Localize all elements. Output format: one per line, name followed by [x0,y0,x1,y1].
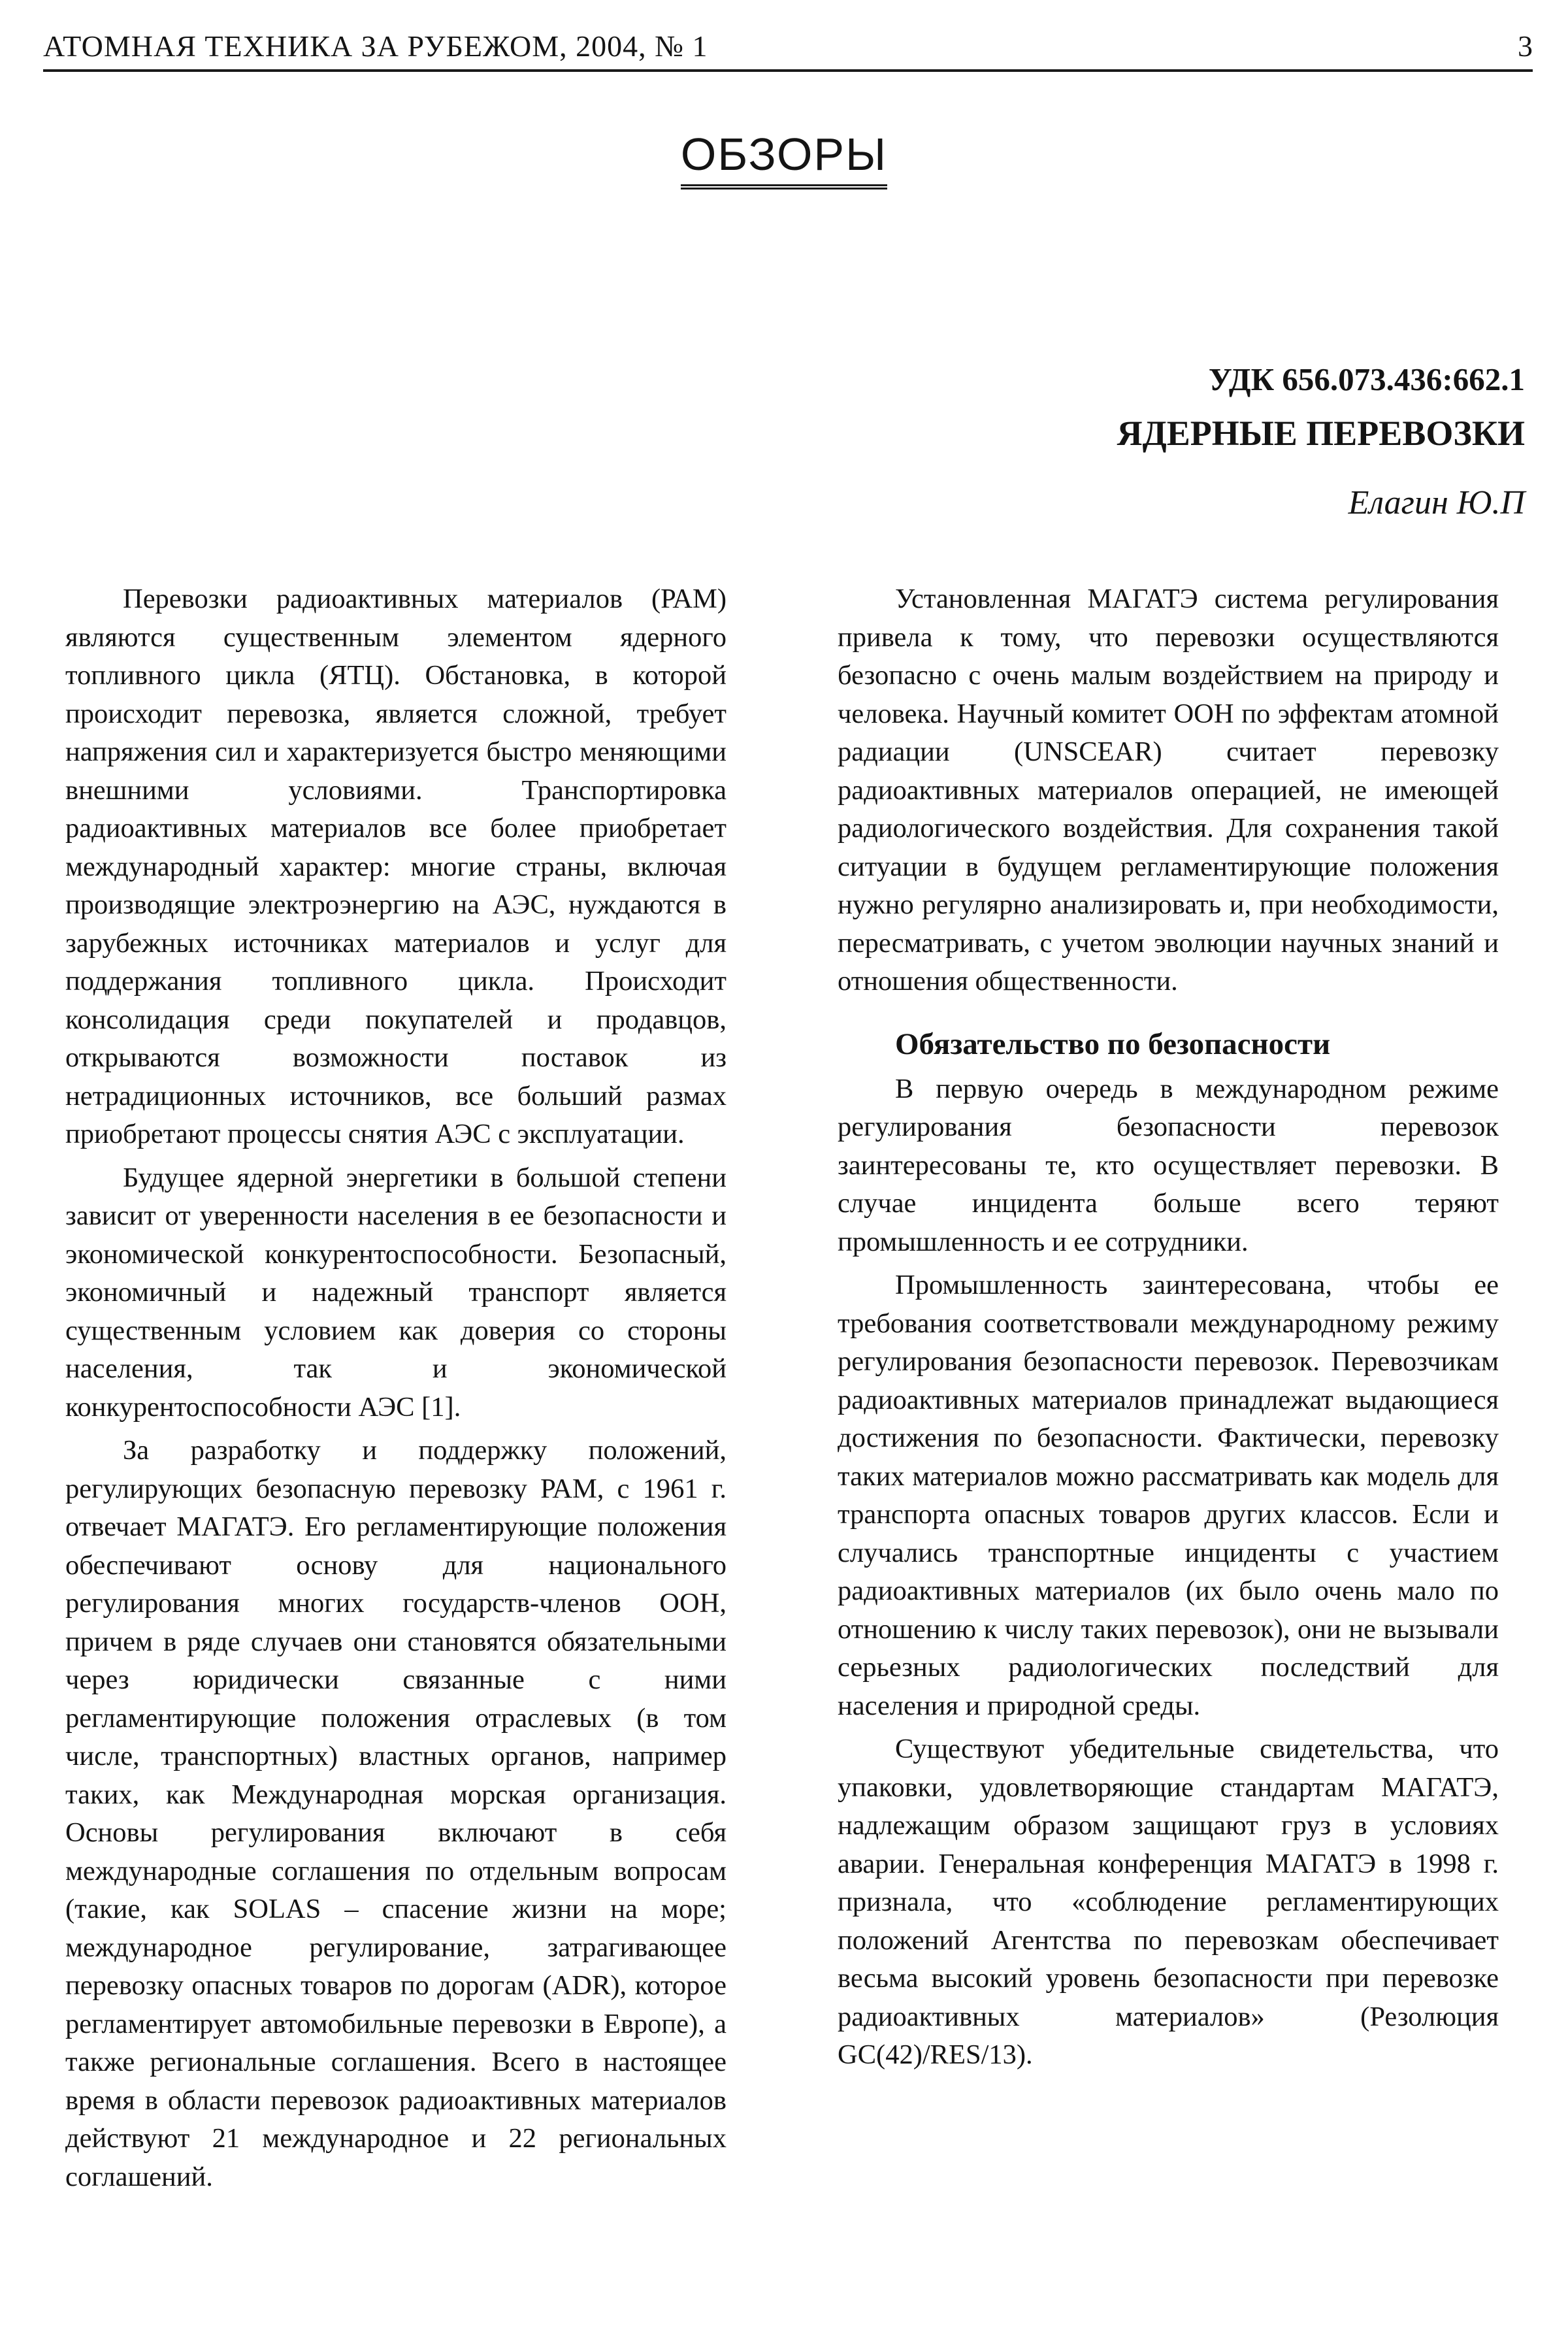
journal-title: АТОМНАЯ ТЕХНИКА ЗА РУБЕЖОМ, 2004, № 1 [43,29,708,63]
paragraph: Будущее ядерной энергетики в большой степени зависит от уверенности населения в ее безопасности и экономической конкурентоспособности. Безопасный, экономичный и надежный транспорт является существенным условием как доверия со стороны населения, так и экономической конкурентоспособности АЭС [1]. [65,1162,727,1423]
paragraph: Существуют убедительные свидетельства, что упаковки, удовлетворяющие стандартам МАГАТЭ, надлежащим образом защищают груз в условиях аварии. Генеральная конференция МАГАТЭ в 1998 г. признала, что «соблюдение регламентирующих положений Агентства по перевозкам обеспечивает весьма высокий уровень безопасности при перевозке радиоактивных материалов» (Резолюция GC(42)/RES/13). [838,1734,1499,2070]
right-column [838,580,1499,2080]
running-header [43,26,1533,72]
subsection-heading: Обязательство по безопасности [895,1027,1331,1061]
paragraph: Перевозки радиоактивных материалов (РАМ) являются существенным элементом ядерного топливного цикла (ЯТЦ). Обстановка, в которой происходит перевозка, является сложной, требует напряжения сил и характеризуется быстро меняющими внешними условиями. Транспортировка радиоактивных материалов все более приобретает международный характер: многие страны, включая производящие электроэнергию на АЭС, нуждаются в зарубежных источниках материалов и услуг для поддержания топливного цикла. Происходит консолидация среди покупателей и продавцов, открываются возможности поставок из нетрадиционных источников, все больший размах приобретают процессы снятия АЭС с эксплуатации. [65,584,727,1149]
paragraph: За разработку и поддержку положений, регулирующих безопасную перевозку РАМ, с 1961 г. отвечает МАГАТЭ. Его регламентирующие положения обеспечивают основу для национального регулирования многих государств-членов ООН, причем в ряде случаев они становятся обязательными через юридически связанные с ними регламентирующие положения отраслевых (в том числе, транспортных) властных органов, например таких, как Международная морская организация. Основы регулирования включают в себя международные соглашения по отдельным вопросам (такие, как SOLAS – спасение жизни на море; международное регулирование, затрагивающее перевозку опасных товаров по дорогам (ADR), которое регламентирует автомобильные перевозки в Европе), а также региональные соглашения. Всего в настоящее время в области перевозок радиоактивных материалов действуют 21 международное и 22 региональных соглашений. [65,1435,727,2192]
section-heading [0,128,1568,189]
article-author: Елагин Ю.П [1348,484,1525,521]
section-heading-text: ОБЗОРЫ [681,128,887,189]
left-column [65,580,727,2201]
page-number: 3 [1518,29,1533,63]
paragraph: Установленная МАГАТЭ система регулирования привела к тому, что перевозки осуществляются безопасно с очень малым воздействием на природу и человека. Научный комитет ООН по эффектам атомной радиации (UNSCEAR) считает перевозку радиоактивных материалов операцией, не имеющей радиологического воздействия. Для сохранения такой ситуации в будущем регламентирующие положения нужно регулярно анализировать и, при необходимости, пересматривать, с учетом эволюции научных знаний и отношения общественности. [838,584,1499,996]
udk-code: УДК 656.073.436:662.1 [1208,361,1525,397]
paragraph: Промышленность заинтересована, чтобы ее требования соответствовали международному режиму регулирования безопасности перевозок. Перевозчикам радиоактивных материалов принадлежат выдающиеся достижения по безопасности. Фактически, перевозку таких материалов можно рассматривать как модель для транспорта опасных товаров других классов. Если и случались транспортные инциденты с участием радиоактивных материалов (их было очень мало по отношению к числу таких перевозок), они не вызывали серьезных радиологических последствий для населения и природной среды. [838,1270,1499,1721]
article-title: ЯДЕРНЫЕ ПЕРЕВОЗКИ [1117,414,1525,453]
paragraph: В первую очередь в международном режиме регулирования безопасности перевозок заинтересованы те, кто осуществляет перевозки. В случае инцидента больше всего теряют промышленность и ее сотрудники. [838,1073,1499,1257]
